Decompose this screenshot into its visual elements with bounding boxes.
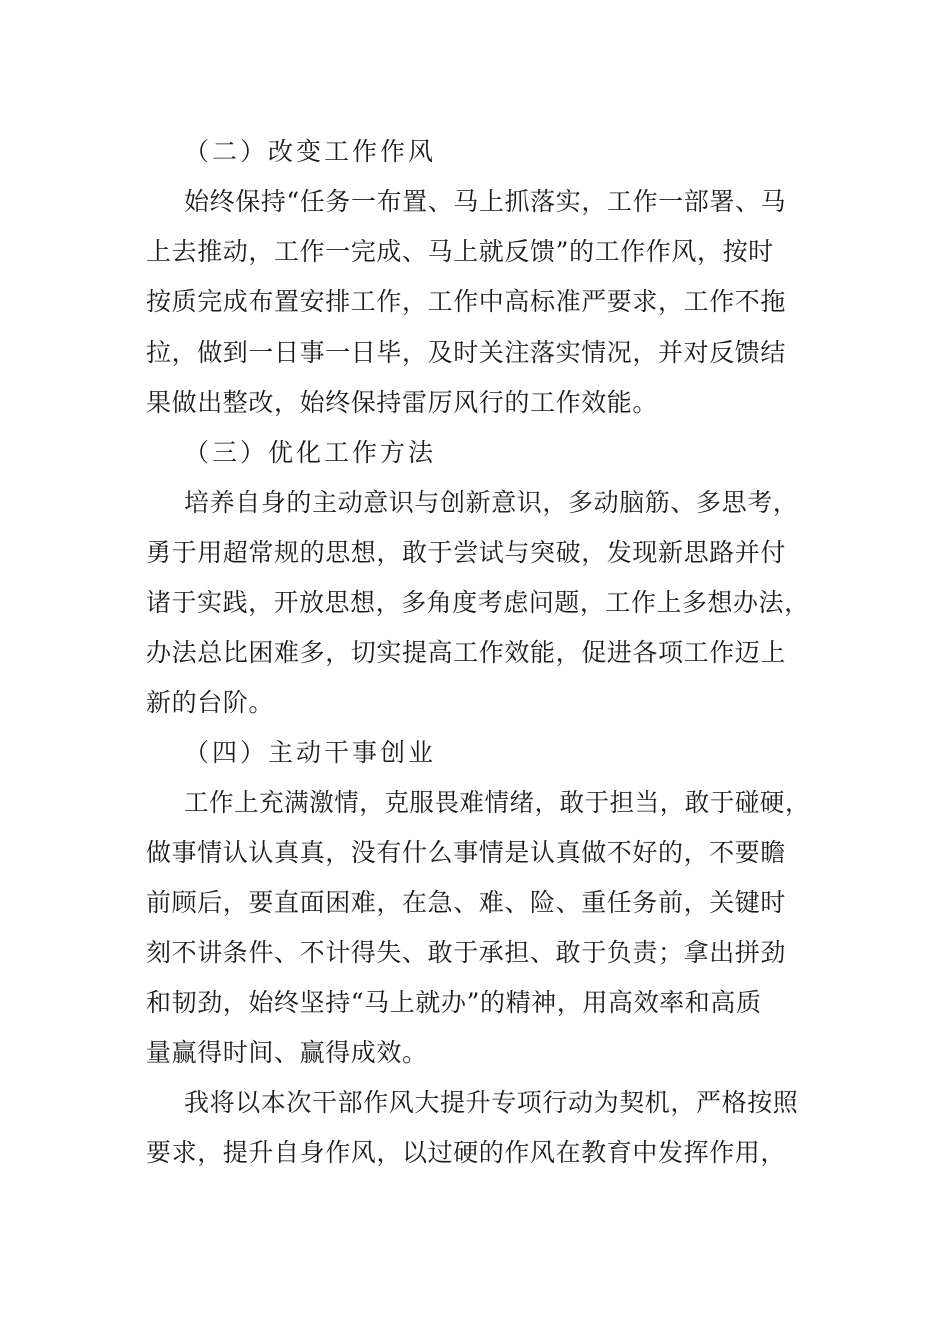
paragraph-line: 工作上充满激情，克服畏难情绪，敢于担当，敢于碰硬， xyxy=(184,788,811,817)
paragraph-line: 我将以本次干部作风大提升专项行动为契机，严格按照 xyxy=(184,1088,799,1117)
paragraph-line: 上去推动，工作一完成、马上就反馈”的工作作风，按时 xyxy=(146,237,774,266)
section-heading-3: （三）优化工作方法 xyxy=(184,438,437,467)
paragraph-line: 和韧劲，始终坚持“马上就办”的精神，用高效率和高质 xyxy=(146,988,762,1017)
paragraph-line: 要求，提升自身作风，以过硬的作风在教育中发挥作用， xyxy=(146,1138,787,1167)
paragraph-line: 按质完成布置安排工作，工作中高标准严要求，工作不拖 xyxy=(146,287,787,316)
paragraph-line: 新的台阶。 xyxy=(146,688,275,717)
paragraph-line: 始终保持“任务一布置、马上抓落实，工作一部署、马 xyxy=(184,187,787,216)
paragraph-line: 诸于实践，开放思想，多角度考虑问题，工作上多想办法， xyxy=(146,588,810,617)
paragraph-line: 果做出整改，始终保持雷厉风行的工作效能。 xyxy=(146,388,659,417)
paragraph-line: 培养自身的主动意识与创新意识，多动脑筋、多思考， xyxy=(184,488,799,517)
paragraph-line: 前顾后，要直面困难，在急、难、险、重任务前，关键时 xyxy=(146,888,787,917)
paragraph-line: 刻不讲条件、不计得失、敢于承担、敢于负责；拿出拼劲 xyxy=(146,938,787,967)
paragraph-line: 做事情认认真真，没有什么事情是认真做不好的，不要瞻 xyxy=(146,838,787,867)
section-heading-2: （二）改变工作作风 xyxy=(184,137,437,166)
section-heading-4: （四）主动干事创业 xyxy=(184,738,437,767)
paragraph-line: 量赢得时间、赢得成效。 xyxy=(146,1038,428,1067)
paragraph-line: 勇于用超常规的思想，敢于尝试与突破，发现新思路并付 xyxy=(146,538,787,567)
paragraph-line: 办法总比困难多，切实提高工作效能，促进各项工作迈上 xyxy=(146,638,787,667)
paragraph-line: 拉，做到一日事一日毕，及时关注落实情况，并对反馈结 xyxy=(146,338,787,367)
